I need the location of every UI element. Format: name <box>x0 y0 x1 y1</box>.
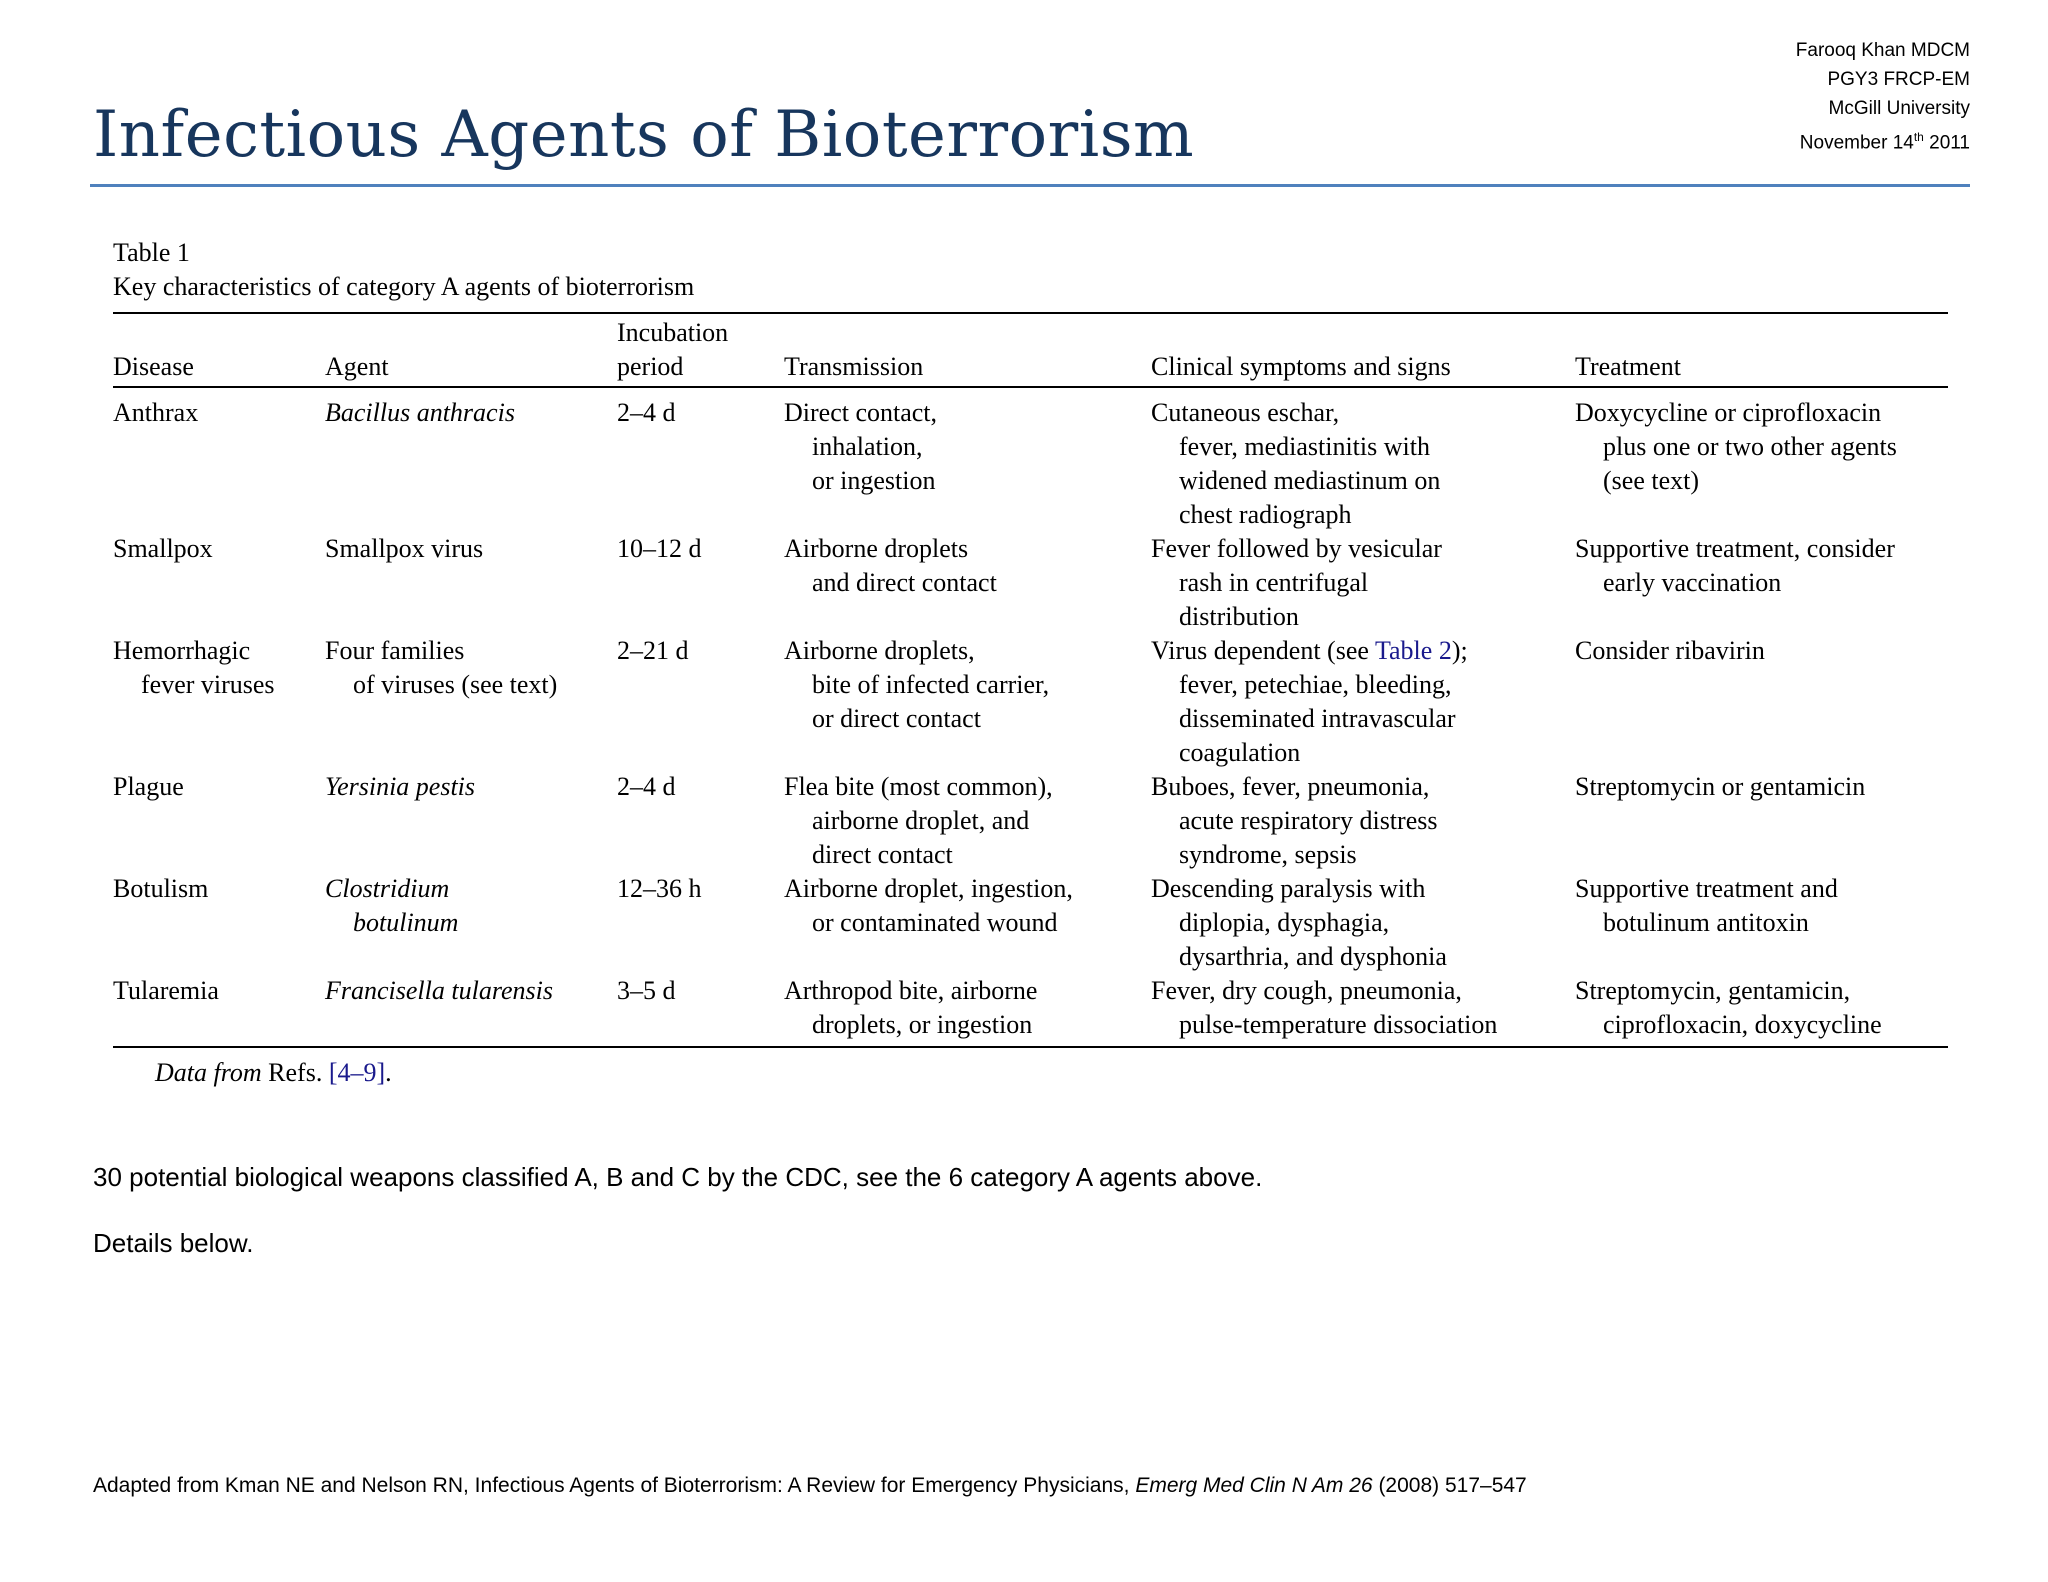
disease-cell <box>113 770 325 872</box>
symptoms-line: dysarthria, and dysphonia <box>1179 942 1447 971</box>
agent-line: Clostridium <box>325 874 450 903</box>
agent-line: Francisella tularensis <box>325 976 553 1005</box>
incubation-cell: 2–4 d <box>617 772 676 801</box>
disease-cell <box>113 872 325 974</box>
disease-cell <box>113 634 325 770</box>
transmission-line: or contaminated wound <box>812 908 1058 937</box>
treatment-line: plus one or two other agents <box>1603 432 1897 461</box>
incubation-cell: 2–21 d <box>617 636 689 665</box>
transmission-cell <box>784 770 1151 872</box>
source-citation <box>93 1474 1527 1498</box>
agent-cell <box>325 634 617 770</box>
treatment-cell <box>1575 634 1948 770</box>
header-transmission: Transmission <box>784 313 1151 387</box>
treatment-line: Doxycycline or ciprofloxacin <box>1575 398 1882 427</box>
symptoms-line: coagulation <box>1179 738 1301 767</box>
symptoms-line: disseminated intravascular <box>1179 704 1456 733</box>
disease-line: Plague <box>113 772 184 801</box>
symptoms-line: rash in centrifugal <box>1179 568 1369 597</box>
symptoms-line: Fever followed by vesicular <box>1151 534 1442 563</box>
treatment-cell <box>1575 872 1948 974</box>
title-divider <box>90 184 1970 187</box>
footnote-text: Refs. <box>261 1058 329 1087</box>
table-figure <box>113 236 1948 1090</box>
agents-table <box>113 312 1948 1048</box>
table-row <box>113 634 1948 770</box>
table2-link[interactable]: Table 2 <box>1374 636 1452 665</box>
symptoms-line: acute respiratory distress <box>1179 806 1438 835</box>
transmission-line: Direct contact, <box>784 398 938 427</box>
transmission-line: Airborne droplet, ingestion, <box>784 874 1073 903</box>
incubation-cell: 10–12 d <box>617 534 702 563</box>
symptoms-line: widened mediastinum on <box>1179 466 1441 495</box>
footnote-italic: Data from <box>155 1058 262 1087</box>
agent-line: Yersinia pestis <box>325 772 476 801</box>
symptoms-cell <box>1151 974 1575 1047</box>
transmission-line: direct contact <box>812 840 953 869</box>
source-journal: Emerg Med Clin N Am 26 <box>1135 1474 1373 1497</box>
transmission-cell <box>784 634 1151 770</box>
disease-line: Tularemia <box>113 976 219 1005</box>
table-row <box>113 872 1948 974</box>
author-block <box>1796 36 1970 157</box>
table-header-row <box>113 313 1948 387</box>
agent-line: botulinum <box>353 908 459 937</box>
symptoms-line: pulse-temperature dissociation <box>1179 1010 1498 1039</box>
treatment-line: Streptomycin or gentamicin <box>1575 772 1866 801</box>
symptoms-line: Buboes, fever, pneumonia, <box>1151 772 1430 801</box>
disease-line: fever viruses <box>141 670 275 699</box>
treatment-line: Streptomycin, gentamicin, <box>1575 976 1851 1005</box>
source-prefix: Adapted from Kman NE and Nelson RN, Infectious Agents of Bioterrorism: A Review for Emergency Physicians, <box>93 1474 1136 1497</box>
transmission-line: airborne droplet, and <box>812 806 1030 835</box>
disease-cell <box>113 532 325 634</box>
symptoms-line: distribution <box>1179 602 1299 631</box>
footnote-ref-link[interactable]: [4–9] <box>328 1058 386 1087</box>
symptoms-suffix: ); <box>1451 636 1468 665</box>
header-incubation <box>617 313 784 387</box>
table-row <box>113 974 1948 1047</box>
date-suffix-sup: th <box>1913 130 1924 144</box>
incubation-cell: 12–36 h <box>617 874 702 903</box>
symptoms-line: fever, petechiae, bleeding, <box>1179 670 1452 699</box>
transmission-cell <box>784 872 1151 974</box>
treatment-line: botulinum antitoxin <box>1603 908 1809 937</box>
agent-line: of viruses (see text) <box>353 670 558 699</box>
author-role: PGY3 FRCP-EM <box>1827 69 1970 90</box>
symptoms-line: Cutaneous eschar, <box>1151 398 1340 427</box>
symptoms-prefix: Virus dependent (see <box>1151 636 1375 665</box>
symptoms-cell <box>1151 872 1575 974</box>
table-row <box>113 770 1948 872</box>
transmission-cell <box>784 532 1151 634</box>
incubation-cell: 2–4 d <box>617 398 676 427</box>
symptoms-line: fever, mediastinitis with <box>1179 432 1430 461</box>
author-name: Farooq Khan MDCM <box>1795 40 1970 61</box>
transmission-cell <box>784 387 1151 532</box>
body-paragraph-2: Details below. <box>93 1228 254 1258</box>
date-year: 2011 <box>1923 132 1970 154</box>
treatment-cell <box>1575 532 1948 634</box>
footnote-end: . <box>385 1058 392 1087</box>
treatment-line: early vaccination <box>1603 568 1782 597</box>
transmission-line: and direct contact <box>812 568 997 597</box>
header-disease: Disease <box>113 313 325 387</box>
incubation-cell: 3–5 d <box>617 974 784 1047</box>
disease-line: Smallpox <box>113 534 213 563</box>
transmission-line: Arthropod bite, airborne <box>784 976 1038 1005</box>
table-footnote <box>155 1056 1948 1090</box>
symptoms-line: diplopia, dysphagia, <box>1179 908 1390 937</box>
transmission-line: or ingestion <box>812 466 936 495</box>
transmission-line: or direct contact <box>812 704 981 733</box>
symptoms-cell <box>1151 770 1575 872</box>
page-title: Infectious Agents of Bioterrorism <box>93 98 1195 172</box>
agent-cell <box>325 974 617 1047</box>
header-treatment: Treatment <box>1575 313 1948 387</box>
treatment-cell <box>1575 770 1948 872</box>
transmission-line: bite of infected carrier, <box>812 670 1050 699</box>
agent-cell <box>325 387 617 532</box>
treatment-line: Consider ribavirin <box>1575 636 1765 665</box>
table-row <box>113 532 1948 634</box>
treatment-cell <box>1575 974 1948 1047</box>
header-incubation-line2: period <box>617 352 684 381</box>
transmission-line: droplets, or ingestion <box>812 1010 1033 1039</box>
table-label: Table 1 <box>113 238 190 267</box>
disease-line: Hemorrhagic <box>113 636 251 665</box>
agent-cell <box>325 532 617 634</box>
transmission-line: Airborne droplets, <box>784 636 975 665</box>
disease-cell <box>113 974 325 1047</box>
transmission-line: Airborne droplets <box>784 534 969 563</box>
body-paragraph-1: 30 potential biological weapons classified A, B and C by the CDC, see the 6 category A agents above. <box>93 1162 1263 1192</box>
agent-line: Bacillus anthracis <box>325 398 515 427</box>
disease-line: Botulism <box>113 874 209 903</box>
symptoms-cell <box>1151 634 1575 770</box>
symptoms-cell <box>1151 532 1575 634</box>
table-caption: Key characteristics of category A agents of bioterrorism <box>113 272 695 301</box>
symptoms-line: Descending paralysis with <box>1151 874 1426 903</box>
disease-cell <box>113 387 325 532</box>
agent-cell <box>325 770 617 872</box>
date-prefix: November 14 <box>1799 132 1914 154</box>
transmission-line: inhalation, <box>812 432 923 461</box>
author-institution: McGill University <box>1828 98 1970 119</box>
symptoms-line: chest radiograph <box>1179 500 1352 529</box>
table-body <box>113 387 1948 1047</box>
agent-line: Smallpox virus <box>325 534 484 563</box>
symptoms-line: syndrome, sepsis <box>1179 840 1357 869</box>
symptoms-line <box>1151 634 1575 668</box>
header-symptoms: Clinical symptoms and signs <box>1151 313 1575 387</box>
transmission-cell <box>784 974 1151 1047</box>
symptoms-cell <box>1151 387 1575 532</box>
agent-cell <box>325 872 617 974</box>
treatment-line: Supportive treatment, consider <box>1575 534 1895 563</box>
symptoms-line: Fever, dry cough, pneumonia, <box>1151 976 1462 1005</box>
table-row <box>113 387 1948 532</box>
treatment-line: (see text) <box>1603 466 1700 495</box>
author-date <box>1796 123 1970 157</box>
treatment-cell <box>1575 387 1948 532</box>
header-agent: Agent <box>325 313 617 387</box>
transmission-line: Flea bite (most common), <box>784 772 1053 801</box>
agent-line: Four families <box>325 636 465 665</box>
disease-line: Anthrax <box>113 398 199 427</box>
treatment-line: ciprofloxacin, doxycycline <box>1603 1010 1882 1039</box>
treatment-line: Supportive treatment and <box>1575 874 1838 903</box>
header-incubation-line1: Incubation <box>617 318 729 347</box>
source-suffix: (2008) 517–547 <box>1372 1474 1527 1497</box>
